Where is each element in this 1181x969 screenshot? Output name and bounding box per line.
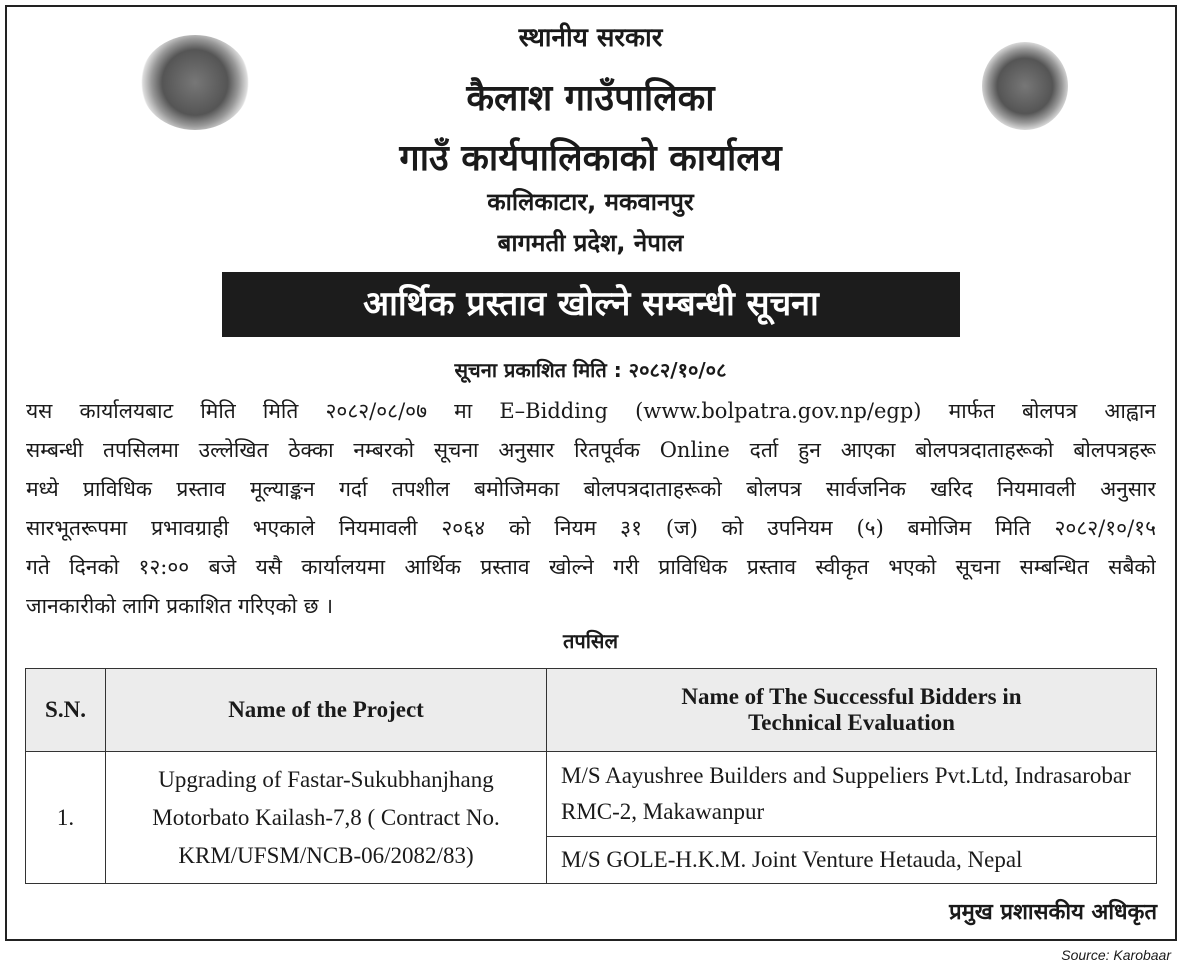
notice-title-banner: आर्थिक प्रस्ताव खोल्ने सम्बन्धी सूचना	[222, 272, 960, 337]
col-bidders: Name of The Successful Bidders in Technical Evaluation	[547, 669, 1157, 752]
header-municipality: कैलाश गाउँपालिका	[466, 78, 715, 119]
header-province: बागमती प्रदेश, नेपाल	[497, 229, 684, 257]
table-header-row	[26, 669, 1157, 752]
col-project: Name of the Project	[106, 669, 547, 752]
body-line: गते दिनको १२:०० बजे यसै कार्यालयमा आर्थिक प्रस्ताव खोल्ने गरी प्राविधिक प्रस्ताव स्वीकृत भएको सूचना सम्बन्धित सबैको	[26, 555, 1156, 579]
body-line: यस कार्यालयबाट मिति मिति २०८२/०८/०७ मा E–Bidding (www.bolpatra.gov.np/egp) मार्फत बोलपत्र आह्वान	[26, 399, 1156, 423]
signature-title: प्रमुख प्रशासकीय अधिकृत	[949, 900, 1157, 925]
header-address: कालिकाटार, मकवानपुर	[487, 188, 694, 216]
body-line: सम्बन्धी तपसिलमा उल्लेखित ठेक्का नम्बरको सूचना अनुसार रितपूर्वक Online दर्ता हुन आएका बोलपत्रदाताहरूको बोलपत्रहरू	[26, 438, 1156, 462]
col-sn: S.N.	[26, 669, 106, 752]
cell-bidder: M/S Aayushree Builders and Suppeliers Pvt.Ltd, Indrasarobar RMC-2, Makawanpur	[547, 752, 1157, 837]
body-line: सारभूतरूपमा प्रभावग्राही भएकाले नियमावली २०६४ को नियम ३१ (ज) को उपनियम (५) बमोजिम मिति २०८२/१०/१५	[26, 516, 1156, 540]
cell-bidder: M/S GOLE-H.K.M. Joint Venture Hetauda, Nepal	[547, 837, 1157, 884]
header-office: गाउँ कार्यपालिकाको कार्यालय	[399, 138, 782, 179]
body-line: जानकारीको लागि प्रकाशित गरिएको छ ।	[26, 594, 334, 618]
header-line-1: स्थानीय सरकार	[518, 23, 663, 53]
cell-sn: 1.	[26, 752, 106, 884]
notice-body	[26, 392, 1156, 626]
cell-project: Upgrading of Fastar-Sukubhanjhang Motorbato Kailash-7,8 ( Contract No. KRM/UFSM/NCB-06/2082/83)	[106, 752, 547, 884]
body-line: मध्ये प्राविधिक प्रस्ताव मूल्याङ्कन गर्दा तपशील बमोजिमका बोलपत्रदाताहरूको बोलपत्र सार्वजनिक खरिद नियमावली अनुसार	[26, 477, 1156, 501]
tapsil-heading: तपसिल	[562, 629, 619, 653]
bidders-table	[25, 668, 1157, 884]
published-date: सूचना प्रकाशित मिति : २०८२/१०/०८	[454, 358, 727, 382]
source-credit: Source: Karobaar	[1061, 947, 1171, 963]
table-row	[26, 752, 1157, 837]
